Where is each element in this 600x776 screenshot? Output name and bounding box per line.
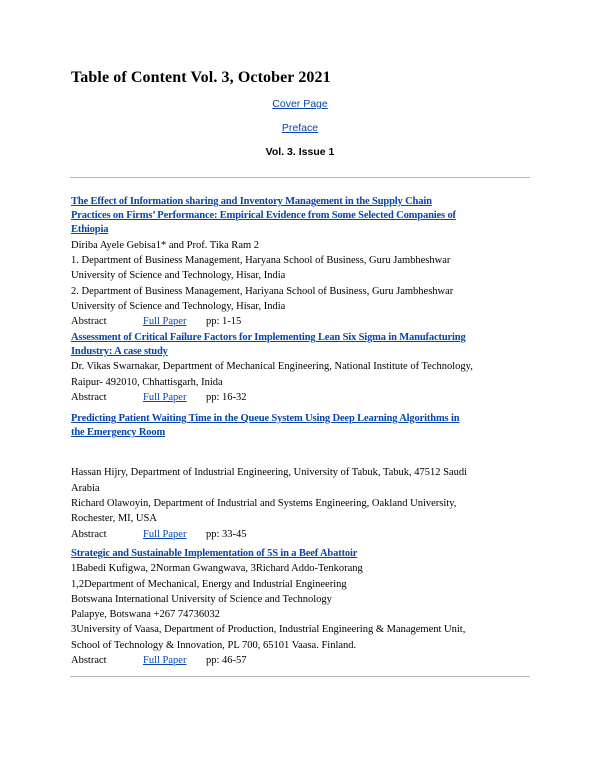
page-range: pp: 33-45 bbox=[206, 528, 247, 540]
article-entry bbox=[71, 412, 533, 542]
article-entry bbox=[71, 547, 533, 668]
affiliation-line: Rochester, MI, USA bbox=[71, 513, 157, 525]
page-range: pp: 1-15 bbox=[206, 316, 242, 328]
affiliation-line: School of Technology & Innovation, PL 700, 65101 Vaasa. Finland. bbox=[71, 639, 357, 651]
article-meta bbox=[71, 653, 533, 668]
affiliation-line: 3University of Vaasa, Department of Production, Industrial Engineering & Management Unit, bbox=[71, 624, 466, 636]
page-range: pp: 46-57 bbox=[206, 654, 247, 666]
author-line: 1Babedi Kufigwa, 2Norman Gwangwava, 3Richard Addo-Tenkorang bbox=[71, 563, 363, 575]
spacer bbox=[71, 440, 533, 465]
full-paper-link[interactable]: Full Paper bbox=[143, 654, 187, 666]
article-title-line: Practices on Firms’ Performance: Empirical Evidence from Some Selected Companies of bbox=[71, 210, 456, 222]
abstract-label: Abstract bbox=[71, 528, 107, 540]
article-meta bbox=[71, 527, 533, 542]
affiliation-line: Palapye, Botswana +267 74736032 bbox=[71, 609, 220, 621]
affiliation-line: Botswana International University of Science and Technology bbox=[71, 593, 332, 605]
author-line: Hassan Hijry, Department of Industrial Engineering, University of Tabuk, Tabuk, 47512 Saudi bbox=[71, 467, 468, 479]
full-paper-link[interactable]: Full Paper bbox=[143, 392, 187, 403]
article-title-line: the Emergency Room bbox=[71, 427, 166, 439]
abstract-label: Abstract bbox=[71, 316, 107, 328]
article-title-line: Strategic and Sustainable Implementation of 5S in a Beef Abattoir bbox=[71, 548, 358, 559]
affiliation-line: University of Science and Technology, Hisar, India bbox=[71, 300, 286, 312]
affiliation-line: 1. Department of Business Management, Haryana School of Business, Guru Jambheshwar bbox=[71, 254, 451, 266]
affiliation-line: Arabia bbox=[71, 482, 100, 494]
affiliation-line: 2. Department of Business Management, Hariyana School of Business, Guru Jambheshwar bbox=[71, 285, 454, 297]
article-title-link[interactable] bbox=[71, 412, 533, 440]
author-line: Diriba Ayele Gebisa1* and Prof. Tika Ram 2 bbox=[71, 239, 260, 251]
author-line: Dr. Vikas Swarnakar, Department of Mechanical Engineering, National Institute of Technology, bbox=[71, 361, 473, 373]
article-title-line: Predicting Patient Waiting Time in the Queue System Using Deep Learning Algorithms in bbox=[71, 413, 460, 424]
affiliation-line: 1,2Department of Mechanical, Energy and Industrial Engineering bbox=[71, 578, 347, 590]
page-title: Table of Content Vol. 3, October 2021 bbox=[71, 69, 331, 86]
article-meta bbox=[71, 314, 533, 329]
affiliation-line: University of Science and Technology, Hisar, India bbox=[71, 270, 286, 282]
page-range: pp: 16-32 bbox=[206, 392, 247, 403]
author-line: Richard Olawoyin, Department of Industrial and Systems Engineering, Oakland University, bbox=[71, 498, 457, 509]
divider bbox=[70, 177, 530, 178]
article-title-line: Assessment of Critical Failure Factors for Implementing Lean Six Sigma in Manufacturing bbox=[71, 332, 466, 343]
abstract-label: Abstract bbox=[71, 654, 107, 666]
article-title-link[interactable] bbox=[71, 331, 533, 359]
article-title-link[interactable] bbox=[71, 195, 533, 238]
article-title-link[interactable] bbox=[71, 547, 533, 561]
full-paper-link[interactable]: Full Paper bbox=[143, 316, 187, 328]
article-entry bbox=[71, 195, 533, 329]
article-title-line: Ethiopia bbox=[71, 224, 109, 236]
preface-link[interactable]: Preface bbox=[281, 122, 319, 134]
article-title-line: Industry: A case study bbox=[71, 346, 168, 358]
abstract-label: Abstract bbox=[71, 392, 107, 403]
article-title-line: The Effect of Information sharing and Inventory Management in the Supply Chain bbox=[71, 196, 432, 207]
cover-page-link[interactable]: Cover Page bbox=[272, 98, 328, 110]
full-paper-link[interactable]: Full Paper bbox=[143, 528, 187, 540]
affiliation-line: Raipur- 492010, Chhattisgarh, Inida bbox=[71, 376, 223, 388]
divider bbox=[70, 676, 530, 677]
article-entry bbox=[71, 331, 533, 405]
article-meta bbox=[71, 390, 533, 405]
issue-heading: Vol. 3. Issue 1 bbox=[265, 146, 335, 158]
